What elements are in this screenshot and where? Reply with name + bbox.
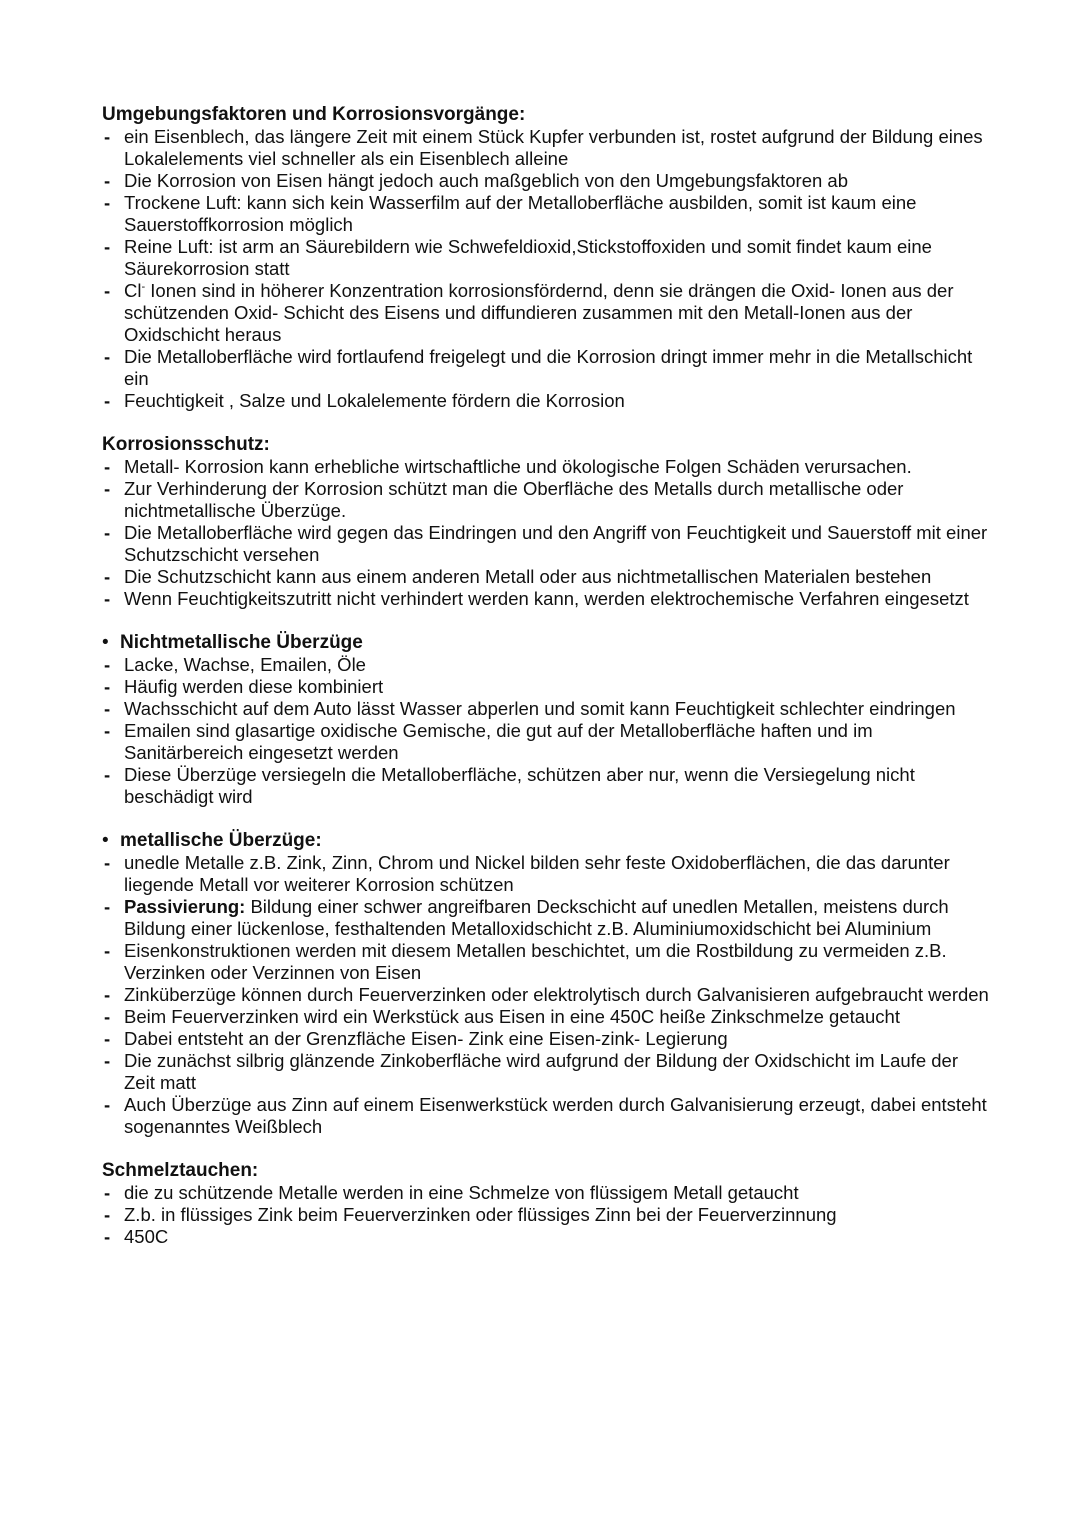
bullet-list [102, 1182, 990, 1248]
list-item: - Reine Luft: ist arm an Säurebildern wie Schwefeldioxid,Stickstoffoxiden und somit findet kaum eine Säurekorrosion statt [102, 236, 990, 280]
list-item: - Auch Überzüge aus Zinn auf einem Eisenwerkstück werden durch Galvanisierung erzeugt, dabei entsteht sogenanntes Weißblech [102, 1094, 990, 1138]
list-item: - Häufig werden diese kombiniert [102, 676, 990, 698]
passivierung-term: Passivierung: [124, 896, 246, 917]
list-item: - Lacke, Wachse, Emailen, Öle [102, 654, 990, 676]
chloride-symbol: Cl [124, 280, 142, 301]
section-metallische-ueberzuege [102, 830, 990, 1138]
list-item: - Trockene Luft: kann sich kein Wasserfilm auf der Metalloberfläche ausbilden, somit ist kaum eine Sauerstoffkorrosion möglich [102, 192, 990, 236]
list-item: - Zinküberzüge können durch Feuerverzinken oder elektrolytisch durch Galvanisieren aufgebraucht werden [102, 984, 990, 1006]
section-heading: Umgebungsfaktoren und Korrosionsvorgänge: [102, 104, 526, 125]
list-item: - Die Metalloberfläche wird gegen das Eindringen und den Angriff von Feuchtigkeit und Sauerstoff mit einer Schutzschicht versehen [102, 522, 990, 566]
list-item: - Dabei entsteht an der Grenzfläche Eisen- Zink eine Eisen-zink- Legierung [102, 1028, 990, 1050]
list-item: - Die Schutzschicht kann aus einem anderen Metall oder aus nichtmetallischen Materialen bestehen [102, 566, 990, 588]
list-item: - Die Korrosion von Eisen hängt jedoch auch maßgeblich von den Umgebungsfaktoren ab [102, 170, 990, 192]
section-korrosionsschutz [102, 434, 990, 610]
list-item: - die zu schützende Metalle werden in eine Schmelze von flüssigem Metall getaucht [102, 1182, 990, 1204]
list-item [102, 280, 990, 346]
list-item-text: Bildung einer schwer angreifbaren Deckschicht auf unedlen Metallen, meistens durch Bildung einer lückenlose, festhaltenden Metalloxidschicht z.B. Aluminiumoxidschicht bei Aluminium [124, 896, 949, 939]
bullet-list [102, 456, 990, 610]
list-item: - Z.b. in flüssiges Zink beim Feuerverzinken oder flüssiges Zinn bei der Feuerverzinnung [102, 1204, 990, 1226]
list-item: - Beim Feuerverzinken wird ein Werkstück aus Eisen in eine 450C heiße Zinkschmelze getaucht [102, 1006, 990, 1028]
list-item: - 450C [102, 1226, 990, 1248]
list-item: - Wenn Feuchtigkeitszutritt nicht verhindert werden kann, werden elektrochemische Verfahren eingesetzt [102, 588, 990, 610]
list-item: - Die Metalloberfläche wird fortlaufend freigelegt und die Korrosion dringt immer mehr in die Metallschicht ein [102, 346, 990, 390]
list-item: - Diese Überzüge versiegeln die Metalloberfläche, schützen aber nur, wenn die Versiegelung nicht beschädigt wird [102, 764, 990, 808]
bullet-list [102, 654, 990, 808]
chloride-charge: - [141, 280, 146, 293]
section-heading: • metallische Überzüge: [102, 830, 990, 852]
list-item [102, 896, 990, 940]
section-schmelztauchen [102, 1160, 990, 1248]
list-item: - Metall- Korrosion kann erhebliche wirtschaftliche und ökologische Folgen Schäden verursachen. [102, 456, 990, 478]
section-heading: • Nichtmetallische Überzüge [102, 632, 990, 654]
list-item-text: Ionen sind in höherer Konzentration korrosionsfördernd, denn sie drängen die Oxid- Ionen aus der schützenden Oxid- Schicht des Eisens und diffundieren zusammen mit den Metall-Ionen aus der Oxidschicht heraus [124, 280, 954, 345]
list-item: - unedle Metalle z.B. Zink, Zinn, Chrom und Nickel bilden sehr feste Oxidoberflächen, die das darunter liegende Metall vor weiterer Korrosion schützen [102, 852, 990, 896]
list-item: - Emailen sind glasartige oxidische Gemische, die gut auf der Metalloberfläche haften und im Sanitärbereich eingesetzt werden [102, 720, 990, 764]
list-item: - Feuchtigkeit , Salze und Lokalelemente fördern die Korrosion [102, 390, 990, 412]
section-nichtmetallische-ueberzuege [102, 632, 990, 808]
section-umgebungsfaktoren [102, 104, 990, 412]
section-heading: Schmelztauchen: [102, 1160, 259, 1181]
section-heading: Korrosionsschutz: [102, 434, 270, 455]
bullet-list [102, 126, 990, 412]
bullet-list [102, 852, 990, 1138]
list-item: - Die zunächst silbrig glänzende Zinkoberfläche wird aufgrund der Bildung der Oxidschicht im Laufe der Zeit matt [102, 1050, 990, 1094]
list-item: - Wachsschicht auf dem Auto lässt Wasser abperlen und somit kann Feuchtigkeit schlechter eindringen [102, 698, 990, 720]
list-item: - Eisenkonstruktionen werden mit diesem Metallen beschichtet, um die Rostbildung zu vermeiden z.B. Verzinken oder Verzinnen von Eisen [102, 940, 990, 984]
list-item: - Zur Verhinderung der Korrosion schützt man die Oberfläche des Metalls durch metallische oder nichtmetallische Überzüge. [102, 478, 990, 522]
list-item: - ein Eisenblech, das längere Zeit mit einem Stück Kupfer verbunden ist, rostet aufgrund der Bildung eines Lokalelements viel schneller als ein Eisenblech alleine [102, 126, 990, 170]
